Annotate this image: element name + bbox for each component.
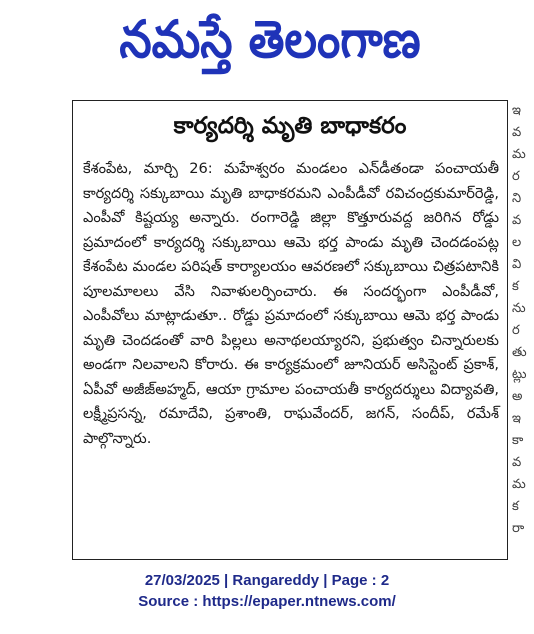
footer-source-link[interactable]: Source : https://epaper.ntnews.com/ [138, 593, 396, 610]
adjacent-column-edge: ఇ వ మ ర ని వ ల వి క ను ర తు ట్లు అ ఇ కా వ మ క రా [512, 103, 527, 536]
masthead-logo [60, 2, 480, 76]
article-box [72, 100, 508, 560]
footer-date-edition-page: 27/03/2025 | Rangareddy | Page : 2 [144, 572, 390, 589]
clipping-footer [0, 570, 534, 612]
masthead-title: నమస్తే తెలంగాణ [119, 8, 421, 70]
article-body: కేశంపేట, మార్చి 26: మహేశ్వరం మండలం ఎన్‌డీతండా పంచాయతీ కార్యదర్శి సక్కుబాయి మృతి బాధాకరమని ఎంపీడీవో రవిచంద్రకుమార్‌రెడ్డి, ఎంపీవో కిష్టయ్య అన్నారు. రంగారెడ్డి జిల్లా కొత్తూరువద్ద జరిగిన రోడ్డు ప్రమాదంలో కార్యదర్శి సక్కుబాయి ఆమె భర్త పాండు మృతి చెందడంపట్ల కేశంపేట మండల పరిషత్ కార్యాలయం ఆవరణలో సక్కుబాయి చిత్రపటానికి పూలమాలలు వేసి నివాళులర్పించారు. ఈ సందర్భంగా ఎంపీడీవో, ఎంపీవోలు మాట్లాడుతూ.. రోడ్డు ప్రమాదంలో సక్కుబాయి ఆమె భర్త పాండు మృతి చెందడంతో వారి పిల్లలు అనాథలయ్యారని, ప్రభుత్వం చిన్నారులకు అండగా నిలవాలని కోరారు. ఈ కార్యక్రమంలో జూనియర్ అసిస్టెంట్ ప్రకాశ్, ఏపీవో అజీజ్‌అహ్మద్, ఆయా గ్రామాల పంచాయతీ కార్యదర్శులు విద్యావతి, లక్ష్మీప్రసన్న, రమాదేవి, ప్రశాంతి, రాఘవేందర్, జగన్, సందీప్, రమేశ్ పాల్గొన్నారు. [83, 160, 499, 447]
article-headline: కార్యదర్శి మృతి బాధాకరం [173, 113, 407, 139]
